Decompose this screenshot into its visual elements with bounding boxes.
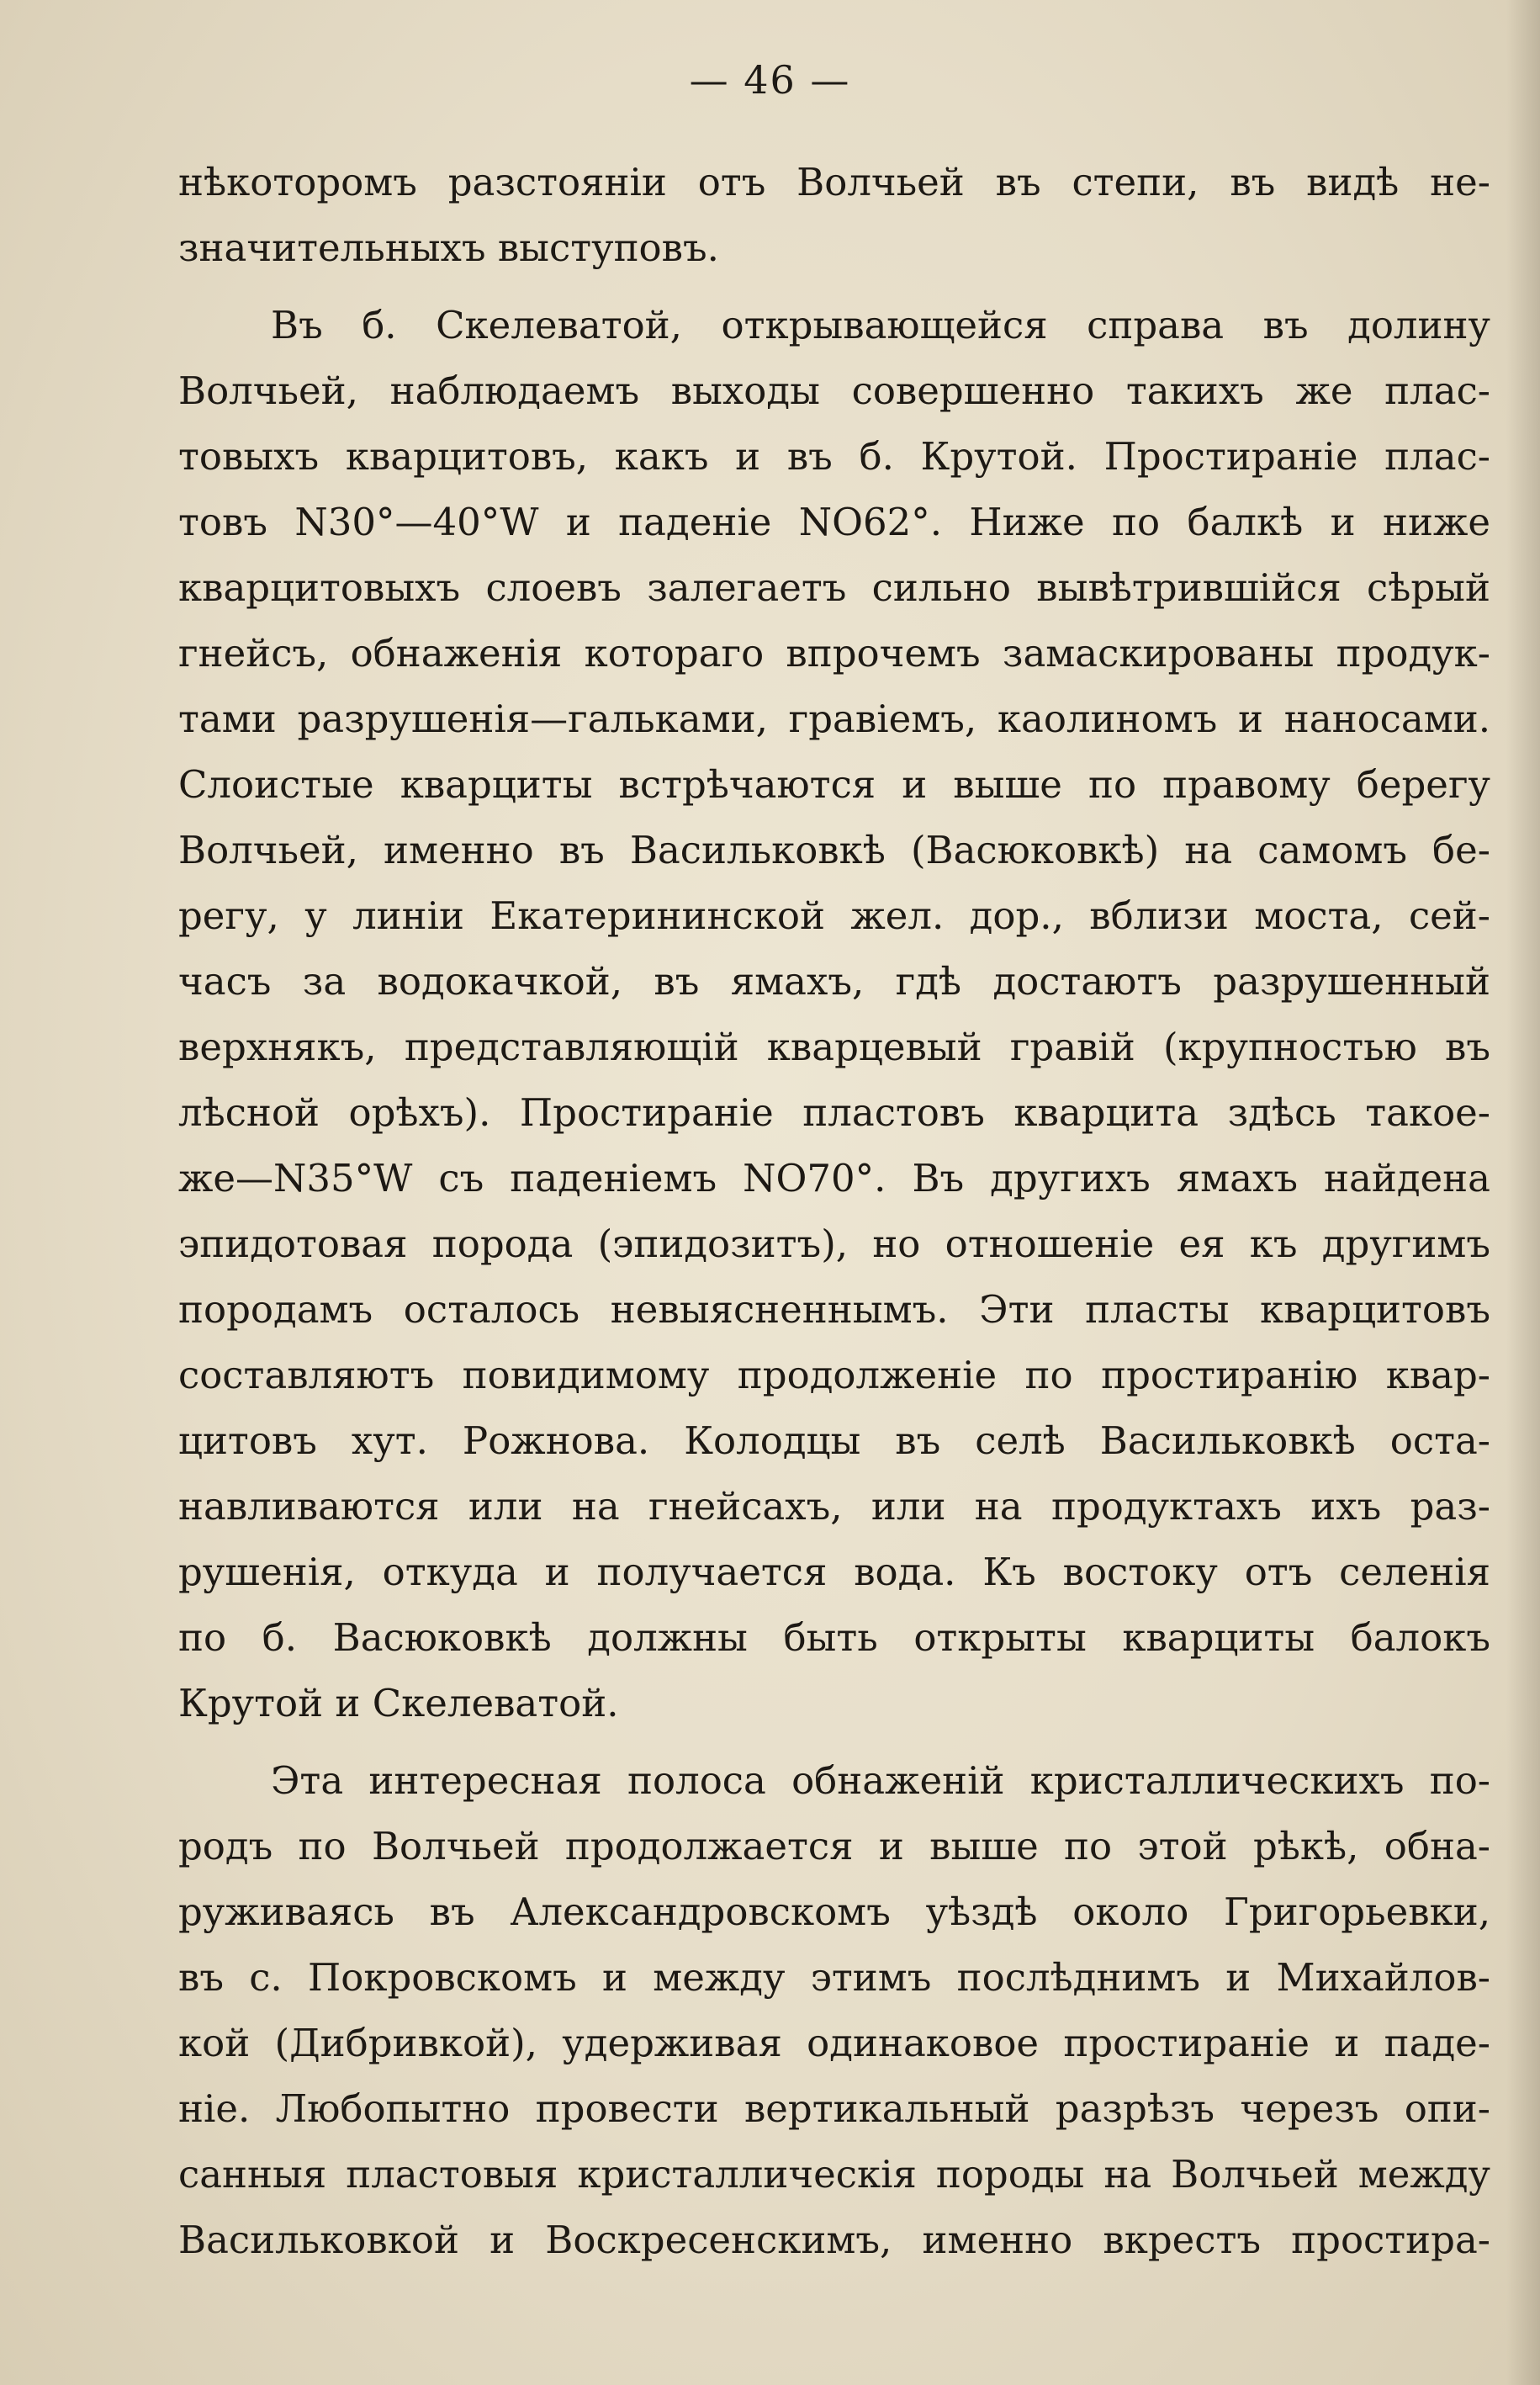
text-line: значительныхъ выступовъ.	[178, 225, 719, 270]
text-line: навливаются или на гнейсахъ, или на продуктахъ ихъ раз-	[178, 1484, 1490, 1529]
text-line: часъ за водокачкой, въ ямахъ, гдѣ достаютъ разрушенный	[178, 959, 1490, 1004]
text-line: кварцитовыхъ слоевъ залегаетъ сильно вывѣтрившійся сѣрый	[178, 565, 1490, 610]
text-line: по б. Васюковкѣ должны быть открыты кварциты балокъ	[178, 1615, 1490, 1660]
text-line: руживаясь въ Александровскомъ уѣздѣ около Григорьевки,	[178, 1889, 1490, 1934]
text-line: Васильковкой и Воскресенскимъ, именно вкрестъ простира-	[178, 2218, 1490, 2262]
paragraph	[178, 1748, 1490, 2273]
text-line: цитовъ хут. Рожнова. Колодцы въ селѣ Васильковкѣ оста-	[178, 1418, 1490, 1463]
text-line: составляютъ повидимому продолженіе по простиранію квар-	[178, 1353, 1490, 1397]
text-line: эпидотовая порода (эпидозитъ), но отношеніе ея къ другимъ	[178, 1222, 1490, 1266]
page-edge-shadow	[1506, 0, 1540, 2385]
text-line: Волчьей, наблюдаемъ выходы совершенно такихъ же плас-	[178, 368, 1490, 413]
text-line: Крутой и Скелеватой.	[178, 1681, 619, 1725]
text-line: въ с. Покровскомъ и между этимъ послѣднимъ и Михайлов-	[178, 1955, 1490, 2000]
page-number: — 46 —	[689, 57, 851, 103]
text-line: гнейсъ, обнаженія котораго впрочемъ замаскированы продук-	[178, 631, 1490, 676]
text-line: товъ N30°—40°W и паденіе NO62°. Ниже по балкѣ и ниже	[178, 500, 1490, 544]
text-line: Эта интересная полоса обнаженій кристаллическихъ по-	[271, 1758, 1490, 1803]
paragraph	[178, 150, 1490, 281]
text-line: тами разрушенія—гальками, гравіемъ, каолиномъ и наносами.	[178, 697, 1490, 741]
text-line: рушенія, откуда и получается вода. Къ востоку отъ селенія	[178, 1550, 1490, 1594]
text-line: кой (Дибривкой), удерживая одинаковое простираніе и паде-	[178, 2021, 1490, 2065]
text-line: Слоистые кварциты встрѣчаются и выше по правому берегу	[178, 762, 1490, 807]
text-line: верхнякъ, представляющій кварцевый гравій (крупностью въ	[178, 1025, 1490, 1069]
body-text	[178, 150, 1490, 2273]
text-line: регу, у линіи Екатерининской жел. дор., вблизи моста, сей-	[178, 893, 1490, 938]
text-line: ніе. Любопытно провести вертикальный разрѣзъ черезъ опи-	[178, 2086, 1490, 2131]
text-line: нѣкоторомъ разстояніи отъ Волчьей въ степи, въ видѣ не-	[178, 160, 1490, 204]
text-line: санныя пластовыя кристаллическія породы на Волчьей между	[178, 2152, 1490, 2197]
text-line: же—N35°W съ паденіемъ NO70°. Въ другихъ ямахъ найдена	[178, 1156, 1490, 1200]
text-line: родъ по Волчьей продолжается и выше по этой рѣкѣ, обна-	[178, 1824, 1490, 1868]
text-line: породамъ осталось невыясненнымъ. Эти пласты кварцитовъ	[178, 1287, 1490, 1332]
text-line: Волчьей, именно въ Васильковкѣ (Васюковкѣ) на самомъ бе-	[178, 828, 1490, 872]
text-line: товыхъ кварцитовъ, какъ и въ б. Крутой. Простираніе плас-	[178, 434, 1490, 479]
paragraph	[178, 293, 1490, 1736]
text-line: Въ б. Скелеватой, открывающейся справа въ долину	[271, 303, 1490, 347]
text-line: лѣсной орѣхъ). Простираніе пластовъ кварцита здѣсь такое-	[178, 1090, 1490, 1135]
